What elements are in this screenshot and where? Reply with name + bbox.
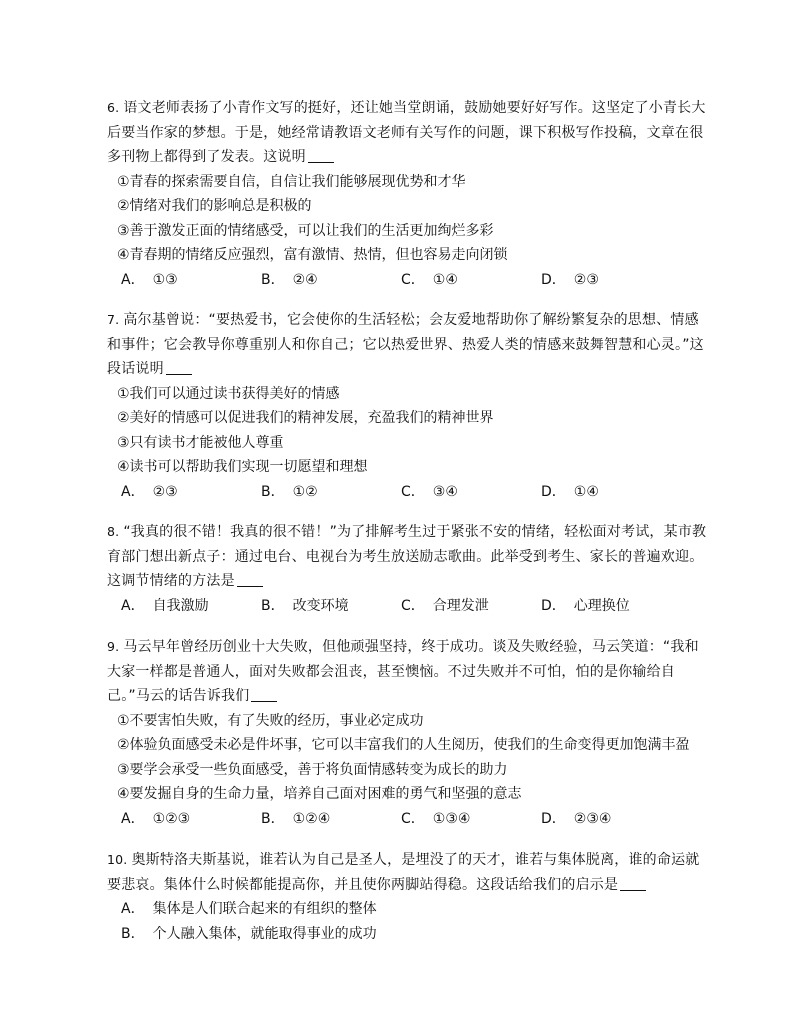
question-text: 高尔基曾说：“要热爱书，它会使你的生活轻松；会友爱地帮助你了解纷繁复杂的思想、情感和事件；它会教导你尊重别人和你自己；它以热爱世界、热爱人类的情感来鼓舞智慧和心灵。”这段话说明 xyxy=(107,312,704,377)
choice-a[interactable] xyxy=(121,807,261,831)
choice-label: B． xyxy=(121,925,145,942)
question-number: 7. xyxy=(107,312,120,327)
statement-2: ②体验负面感受未必是件坏事，它可以丰富我们的人生阅历，使我们的生命变得更加饱满丰盈 xyxy=(117,737,690,753)
statement-4: ④读书可以帮助我们实现一切愿望和理想 xyxy=(117,459,368,475)
choice-label: B． xyxy=(261,483,285,500)
choice-text: ①②③ xyxy=(152,810,191,827)
choice-row xyxy=(121,594,707,618)
choice-b[interactable] xyxy=(261,594,401,618)
choice-d[interactable] xyxy=(541,807,681,831)
choice-text: ①④ xyxy=(573,483,599,500)
statement-4: ④青春期的情绪反应强烈，富有激情、热情，但也容易走向闭锁 xyxy=(117,247,508,263)
choice-label: D． xyxy=(541,597,566,614)
choice-label: A． xyxy=(121,597,145,614)
choice-label: B． xyxy=(261,810,285,827)
question-number: 6. xyxy=(107,100,120,115)
question-stem xyxy=(107,96,707,170)
choice-row xyxy=(121,268,707,292)
choice-row xyxy=(121,480,707,504)
choice-text: 自我激励 xyxy=(152,597,209,614)
choice-b[interactable] xyxy=(261,268,401,292)
choice-text: 合理发泄 xyxy=(432,597,489,614)
question-stem xyxy=(107,520,707,594)
choice-row xyxy=(121,807,707,831)
choice-c[interactable] xyxy=(401,268,541,292)
statement-3: ③善于激发正面的情绪感受，可以让我们的生活更加绚烂多彩 xyxy=(117,222,494,239)
statement-1: ①不要害怕失败，有了失败的经历，事业必定成功 xyxy=(117,712,424,729)
choice-text: 改变环境 xyxy=(292,597,349,614)
choice-label: C． xyxy=(401,483,425,500)
choice-label: D． xyxy=(541,810,566,827)
choice-text: 集体是人们联合起来的有组织的整体 xyxy=(152,901,377,917)
choice-text: ②③④ xyxy=(573,810,612,827)
choice-label: A． xyxy=(121,271,145,288)
choice-text: ②③ xyxy=(152,483,178,500)
choice-label: A． xyxy=(121,483,145,500)
choice-text: ②③ xyxy=(573,271,599,288)
choice-text: 个人融入集体，就能取得事业的成功 xyxy=(152,925,377,942)
answer-blank xyxy=(620,876,646,891)
statement-1: ①我们可以通过读书获得美好的情感 xyxy=(117,385,340,402)
question-number: 10. xyxy=(107,852,128,867)
choice-text: 心理换位 xyxy=(573,597,630,614)
choice-d[interactable] xyxy=(541,268,681,292)
choice-text: ①③④ xyxy=(432,810,471,827)
choice-label: C． xyxy=(401,810,425,827)
question-10 xyxy=(107,848,707,946)
question-6 xyxy=(107,96,707,292)
statement-2: ②情绪对我们的影响总是积极的 xyxy=(117,198,312,214)
question-stem xyxy=(107,635,707,709)
choice-label: B． xyxy=(261,271,285,288)
choice-label: D． xyxy=(541,271,566,288)
choice-text: ②④ xyxy=(292,271,318,288)
statement-4: ④要发掘自身的生命力量，培养自己面对困难的勇气和坚强的意志 xyxy=(117,786,522,802)
choice-text: ①③ xyxy=(152,271,178,288)
question-stem xyxy=(107,308,707,382)
choice-b[interactable] xyxy=(261,807,401,831)
statement-3: ③要学会承受一些负面感受，善于将负面情感转变为成长的助力 xyxy=(117,761,508,778)
choice-text: ③④ xyxy=(432,483,458,500)
choice-label: C． xyxy=(401,271,425,288)
statement-1: ①青春的探索需要自信，自信让我们能够展现优势和才华 xyxy=(117,173,466,190)
question-text: “我真的很不错！我真的很不错！”为了排解考生过于紧张不安的情绪，轻松面对考试，某市教育部门想出新点子：通过电台、电视台为考生放送励志歌曲。此举受到考生、家长的普遍欢迎。这调节情绪的方法是 xyxy=(107,524,707,589)
question-text: 奥斯特洛夫斯基说，谁若认为自己是圣人，是埋没了的天才，谁若与集体脱离，谁的命运就要悲哀。集体什么时候都能提高你，并且使你两脚站得稳。这段话给我们的启示是 xyxy=(107,852,700,893)
choice-label: D． xyxy=(541,483,566,500)
choice-label: A． xyxy=(121,901,145,917)
choice-label: A． xyxy=(121,810,145,827)
question-9 xyxy=(107,635,707,831)
question-stem xyxy=(107,848,707,897)
choice-d[interactable] xyxy=(541,480,681,504)
question-7 xyxy=(107,308,707,504)
question-8 xyxy=(107,520,707,618)
choice-text: ①② xyxy=(292,483,318,500)
choice-c[interactable] xyxy=(401,480,541,504)
choice-c[interactable] xyxy=(401,594,541,618)
choice-a[interactable] xyxy=(121,268,261,292)
choice-a[interactable] xyxy=(121,594,261,618)
question-text: 语文老师表扬了小青作文写的挺好，还让她当堂朗诵，鼓励她要好好写作。这坚定了小青长大后要当作家的梦想。于是，她经常请教语文老师有关写作的问题，课下积极写作投稿，文章在很多刊物上都得到了发表。这说明 xyxy=(107,100,706,165)
answer-blank xyxy=(308,148,334,163)
choice-text: ①②④ xyxy=(292,810,331,827)
choice-text: ①④ xyxy=(432,271,458,288)
choice-label: C． xyxy=(401,597,425,614)
question-text: 马云早年曾经历创业十大失败，但他顽强坚持，终于成功。谈及失败经验，马云笑道：“我和大家一样都是普通人，面对失败都会沮丧，甚至懊恼。不过失败并不可怕，怕的是你输给自己。”马云的话告诉我们 xyxy=(107,639,699,704)
choice-label: B． xyxy=(261,597,285,614)
choice-a[interactable] xyxy=(121,897,707,922)
answer-blank xyxy=(237,572,263,587)
question-number: 8. xyxy=(107,524,120,539)
statement-2: ②美好的情感可以促进我们的精神发展，充盈我们的精神世界 xyxy=(117,410,494,426)
question-number: 9. xyxy=(107,639,120,654)
choice-c[interactable] xyxy=(401,807,541,831)
choice-a[interactable] xyxy=(121,480,261,504)
answer-blank xyxy=(166,360,192,375)
answer-blank xyxy=(251,687,277,702)
choice-b[interactable] xyxy=(121,922,707,947)
choice-d[interactable] xyxy=(541,594,681,618)
statement-3: ③只有读书才能被他人尊重 xyxy=(117,434,284,451)
choice-b[interactable] xyxy=(261,480,401,504)
